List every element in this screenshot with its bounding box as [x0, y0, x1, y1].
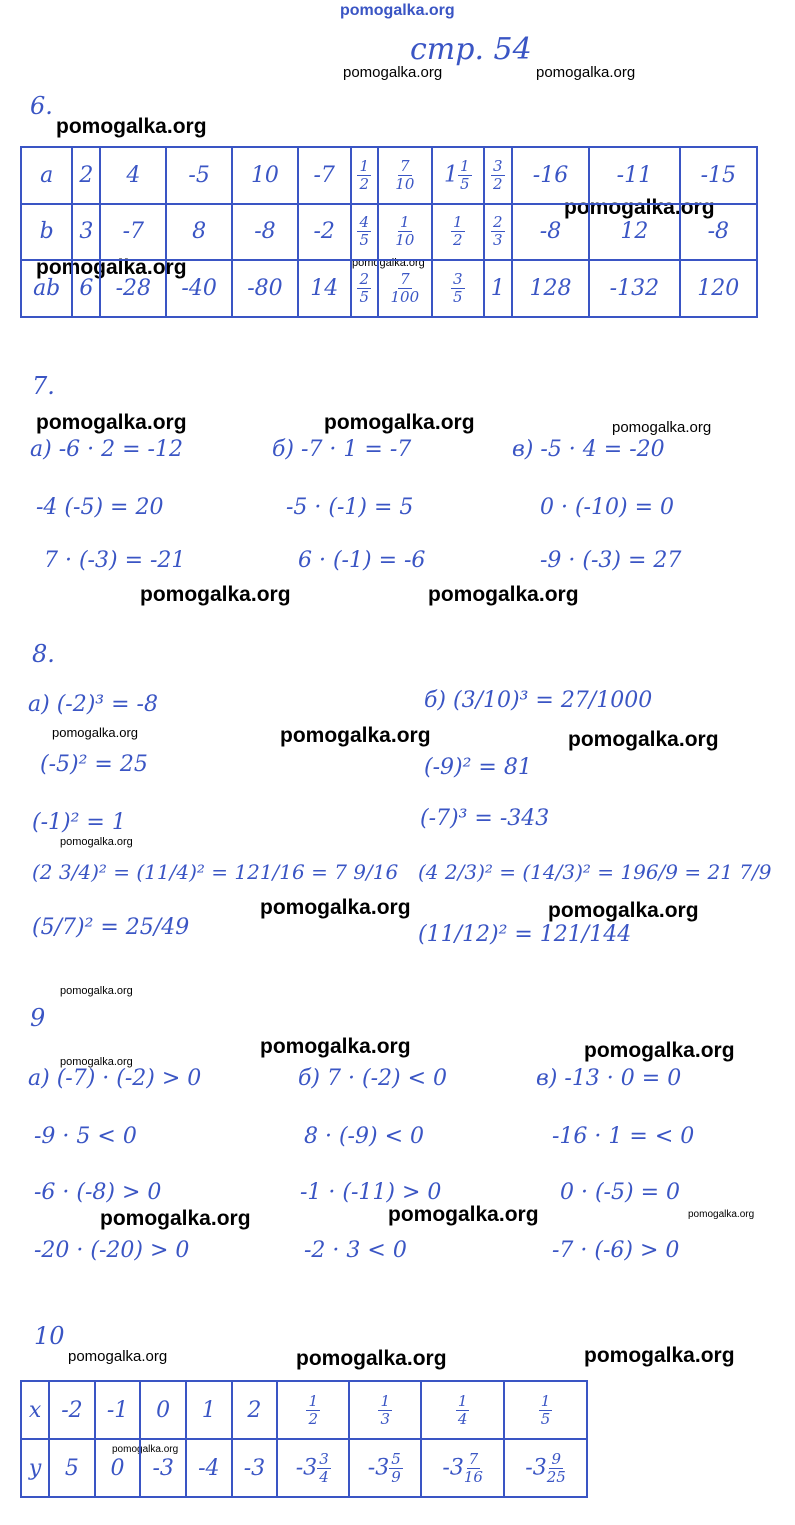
task6-cell — [378, 260, 432, 317]
task6-cell: -7 — [100, 204, 166, 261]
fraction — [378, 1391, 392, 1428]
task8-right-line: (11/12)² = 121/144 — [418, 922, 632, 947]
task7-b-line: -5 · (-1) = 5 — [286, 495, 414, 520]
denominator: 5 — [452, 288, 463, 307]
task7-b-line: б) -7 · 1 = -7 — [272, 437, 412, 462]
task6-cell: 2 — [72, 147, 100, 204]
task9-c-line: -7 · (-6) > 0 — [552, 1238, 680, 1263]
watermark: pomogalka.org — [60, 1056, 133, 1068]
task10-cell — [349, 1439, 421, 1497]
task8-right-line: (4 2/3)² = (14/3)² = 196/9 = 21 7/9 — [418, 860, 772, 884]
watermark: pomogalka.org — [60, 836, 133, 848]
task6-cell: -80 — [232, 260, 298, 317]
mixed-whole: -3 — [367, 1455, 390, 1480]
numerator: 2 — [492, 213, 503, 232]
task10-cell — [421, 1381, 504, 1439]
watermark: pomogalka.org — [584, 1039, 735, 1062]
task6-table — [20, 146, 758, 318]
task6-row-label: b — [21, 204, 72, 261]
task9-a-line: -6 · (-8) > 0 — [34, 1180, 162, 1205]
task10-cell — [504, 1381, 587, 1439]
task6-cell: 120 — [680, 260, 757, 317]
task6-cell — [484, 204, 512, 261]
task9-c-line: 0 · (-5) = 0 — [560, 1180, 680, 1205]
fraction — [463, 1449, 483, 1486]
numerator: 1 — [359, 156, 370, 175]
task10-number: 10 — [34, 1322, 65, 1350]
task9-b-line: 8 · (-9) < 0 — [304, 1124, 424, 1149]
task6-cell — [378, 147, 432, 204]
fraction — [317, 1449, 331, 1486]
watermark: pomogalka.org — [296, 1347, 447, 1370]
task6-cell — [432, 147, 484, 204]
task10-cell: -1 — [95, 1381, 141, 1439]
task6-cell: 1 — [484, 260, 512, 317]
task6-row — [21, 147, 757, 204]
fraction — [491, 156, 505, 193]
numerator: 9 — [551, 1449, 562, 1468]
task10-cell: -2 — [49, 1381, 95, 1439]
task10-cell: -3 — [140, 1439, 186, 1497]
fraction — [357, 156, 371, 193]
denominator: 3 — [380, 1409, 391, 1428]
task9-b-line: -2 · 3 < 0 — [304, 1238, 407, 1263]
page-label: стр. 54 — [410, 32, 532, 67]
numerator: 3 — [319, 1449, 329, 1468]
fraction — [451, 272, 465, 305]
task6-cell: 8 — [166, 204, 232, 261]
task6-cell: -2 — [298, 204, 351, 261]
denominator: 10 — [395, 231, 415, 250]
numerator: 1 — [459, 156, 470, 175]
watermark-top: pomogalka.org — [340, 2, 455, 19]
watermark: pomogalka.org — [388, 1203, 539, 1226]
task6-cell: -8 — [680, 204, 757, 261]
fraction — [491, 215, 505, 248]
mixed-whole: -3 — [442, 1455, 464, 1480]
mixed-whole: -3 — [295, 1455, 318, 1480]
watermark: pomogalka.org — [536, 64, 636, 81]
task6-body — [21, 147, 757, 317]
task10-table — [20, 1380, 588, 1498]
task6-cell: -7 — [298, 147, 351, 204]
numerator: 7 — [400, 156, 410, 175]
watermark: pomogalka.org — [688, 1209, 755, 1220]
denominator: 5 — [540, 1409, 551, 1428]
fraction — [456, 1391, 470, 1428]
task10-row-label: x — [21, 1381, 49, 1439]
task6-cell: -40 — [166, 260, 232, 317]
task7-b-line: 6 · (-1) = -6 — [298, 548, 426, 573]
fraction — [389, 1449, 403, 1486]
task6-cell: -11 — [589, 147, 679, 204]
watermark: pomogalka.org — [352, 257, 425, 269]
task6-cell: 3 — [72, 204, 100, 261]
denominator: 10 — [395, 174, 415, 193]
task8-number: 8. — [32, 640, 55, 668]
task8-right-line: б) (3/10)³ = 27/1000 — [424, 688, 653, 713]
denominator: 3 — [492, 231, 503, 250]
task6-row — [21, 260, 757, 317]
task6-cell — [351, 260, 378, 317]
task7-a-line: -4 (-5) = 20 — [36, 495, 164, 520]
watermark: pomogalka.org — [568, 728, 719, 751]
task10-cell — [277, 1381, 349, 1439]
watermark: pomogalka.org — [260, 896, 411, 919]
fraction — [546, 1449, 566, 1486]
numerator: 7 — [400, 270, 410, 289]
fraction — [357, 215, 371, 248]
task6-cell: 10 — [232, 147, 298, 204]
task10-cell: -3 — [232, 1439, 278, 1497]
watermark: pomogalka.org — [56, 115, 207, 138]
watermark: pomogalka.org — [260, 1035, 411, 1058]
task7-number: 7. — [32, 372, 55, 400]
watermark: pomogalka.org — [36, 411, 187, 434]
task8-left-line: (5/7)² = 25/49 — [32, 915, 190, 940]
watermark: pomogalka.org — [428, 583, 579, 606]
numerator: 1 — [540, 1391, 551, 1410]
fraction — [458, 156, 472, 193]
task10-row — [21, 1439, 587, 1497]
task9-b-line: -1 · (-11) > 0 — [300, 1180, 442, 1205]
watermark: pomogalka.org — [280, 724, 431, 747]
numerator: 1 — [457, 1391, 468, 1410]
denominator: 100 — [390, 288, 420, 307]
fraction — [395, 215, 414, 248]
watermark: pomogalka.org — [112, 1444, 179, 1455]
watermark: pomogalka.org — [68, 1348, 168, 1365]
task6-cell — [432, 260, 484, 317]
task9-b-line: б) 7 · (-2) < 0 — [298, 1066, 447, 1091]
denominator: 5 — [359, 288, 370, 307]
task6-cell: -15 — [680, 147, 757, 204]
numerator: 1 — [308, 1391, 319, 1410]
task10-cell — [421, 1439, 504, 1497]
task9-a-line: а) (-7) · (-2) > 0 — [28, 1066, 202, 1091]
numerator: 7 — [468, 1449, 479, 1468]
task10-body — [21, 1381, 587, 1497]
task10-cell: -4 — [186, 1439, 232, 1497]
watermark: pomogalka.org — [60, 985, 133, 997]
denominator: 2 — [452, 231, 463, 250]
task10-cell: 0 — [95, 1439, 141, 1497]
numerator: 3 — [492, 156, 503, 175]
task6-cell: 6 — [72, 260, 100, 317]
task8-left-line: а) (-2)³ = -8 — [28, 692, 158, 717]
task8-left-line: (-1)² = 1 — [32, 810, 126, 835]
task6-cell: -28 — [100, 260, 166, 317]
task8-left-line: (2 3/4)² = (11/4)² = 121/16 = 7 9/16 — [32, 860, 399, 884]
denominator: 16 — [463, 1467, 483, 1486]
task6-cell — [378, 204, 432, 261]
task6-cell: -16 — [512, 147, 589, 204]
denominator: 4 — [457, 1409, 468, 1428]
watermark: pomogalka.org — [343, 64, 443, 81]
task6-row — [21, 204, 757, 261]
watermark: pomogalka.org — [612, 419, 712, 436]
task6-row-label: ab — [21, 260, 72, 317]
denominator: 9 — [391, 1467, 401, 1486]
watermark: pomogalka.org — [52, 725, 138, 740]
task7-c-line: в) -5 · 4 = -20 — [512, 437, 665, 462]
task6-cell — [432, 204, 484, 261]
task7-a-line: а) -6 · 2 = -12 — [30, 437, 183, 462]
task10-row — [21, 1381, 587, 1439]
task6-number: 6. — [30, 92, 53, 120]
task9-c-line: в) -13 · 0 = 0 — [536, 1066, 682, 1091]
numerator: 2 — [359, 270, 370, 289]
denominator: 5 — [459, 174, 470, 193]
task6-cell: 4 — [100, 147, 166, 204]
task6-cell — [351, 147, 378, 204]
task10-cell: 0 — [140, 1381, 186, 1439]
watermark: pomogalka.org — [584, 1344, 735, 1367]
watermark: pomogalka.org — [36, 256, 187, 279]
fraction — [451, 215, 465, 248]
watermark: pomogalka.org — [100, 1207, 251, 1230]
numerator: 3 — [452, 270, 463, 289]
task8-right-line: (-9)² = 81 — [424, 755, 532, 780]
mixed-whole: 1 — [443, 162, 458, 188]
task10-cell — [504, 1439, 587, 1497]
task10-cell: 2 — [232, 1381, 278, 1439]
fraction — [357, 272, 371, 305]
task7-a-line: 7 · (-3) = -21 — [44, 548, 186, 573]
watermark: pomogalka.org — [324, 411, 475, 434]
task10-cell: 1 — [186, 1381, 232, 1439]
task8-left-line: (-5)² = 25 — [40, 752, 148, 777]
denominator: 2 — [308, 1409, 319, 1428]
task6-row-label: a — [21, 147, 72, 204]
denominator: 2 — [359, 174, 370, 193]
numerator: 1 — [400, 213, 410, 232]
denominator: 2 — [492, 174, 503, 193]
task9-a-line: -9 · 5 < 0 — [34, 1124, 137, 1149]
task6-cell: -5 — [166, 147, 232, 204]
task6-cell: -8 — [512, 204, 589, 261]
watermark: pomogalka.org — [140, 583, 291, 606]
task9-a-line: -20 · (-20) > 0 — [34, 1238, 190, 1263]
numerator: 1 — [380, 1391, 391, 1410]
task10-cell — [349, 1381, 421, 1439]
denominator: 5 — [359, 231, 370, 250]
task6-cell — [484, 147, 512, 204]
task10-cell — [277, 1439, 349, 1497]
task6-cell: -132 — [589, 260, 679, 317]
numerator: 1 — [452, 213, 463, 232]
task6-cell: 128 — [512, 260, 589, 317]
task6-cell: -8 — [232, 204, 298, 261]
fraction — [306, 1391, 320, 1428]
watermark: pomogalka.org — [564, 196, 715, 219]
task6-cell: 12 — [589, 204, 679, 261]
task9-c-line: -16 · 1 = < 0 — [552, 1124, 695, 1149]
task10-cell: 5 — [49, 1439, 95, 1497]
watermark: pomogalka.org — [548, 899, 699, 922]
numerator: 4 — [359, 213, 370, 232]
task8-right-line: (-7)³ = -343 — [420, 806, 550, 831]
denominator: 4 — [319, 1467, 329, 1486]
denominator: 25 — [546, 1467, 566, 1486]
task7-c-line: 0 · (-10) = 0 — [540, 495, 674, 520]
fraction — [395, 156, 415, 193]
task6-cell: 14 — [298, 260, 351, 317]
fraction — [539, 1391, 553, 1428]
task7-c-line: -9 · (-3) = 27 — [540, 548, 682, 573]
task9-number: 9 — [30, 1004, 46, 1032]
numerator: 5 — [391, 1449, 401, 1468]
task6-cell — [351, 204, 378, 261]
task10-row-label: y — [21, 1439, 49, 1497]
fraction — [391, 272, 420, 305]
mixed-whole: -3 — [525, 1455, 547, 1480]
